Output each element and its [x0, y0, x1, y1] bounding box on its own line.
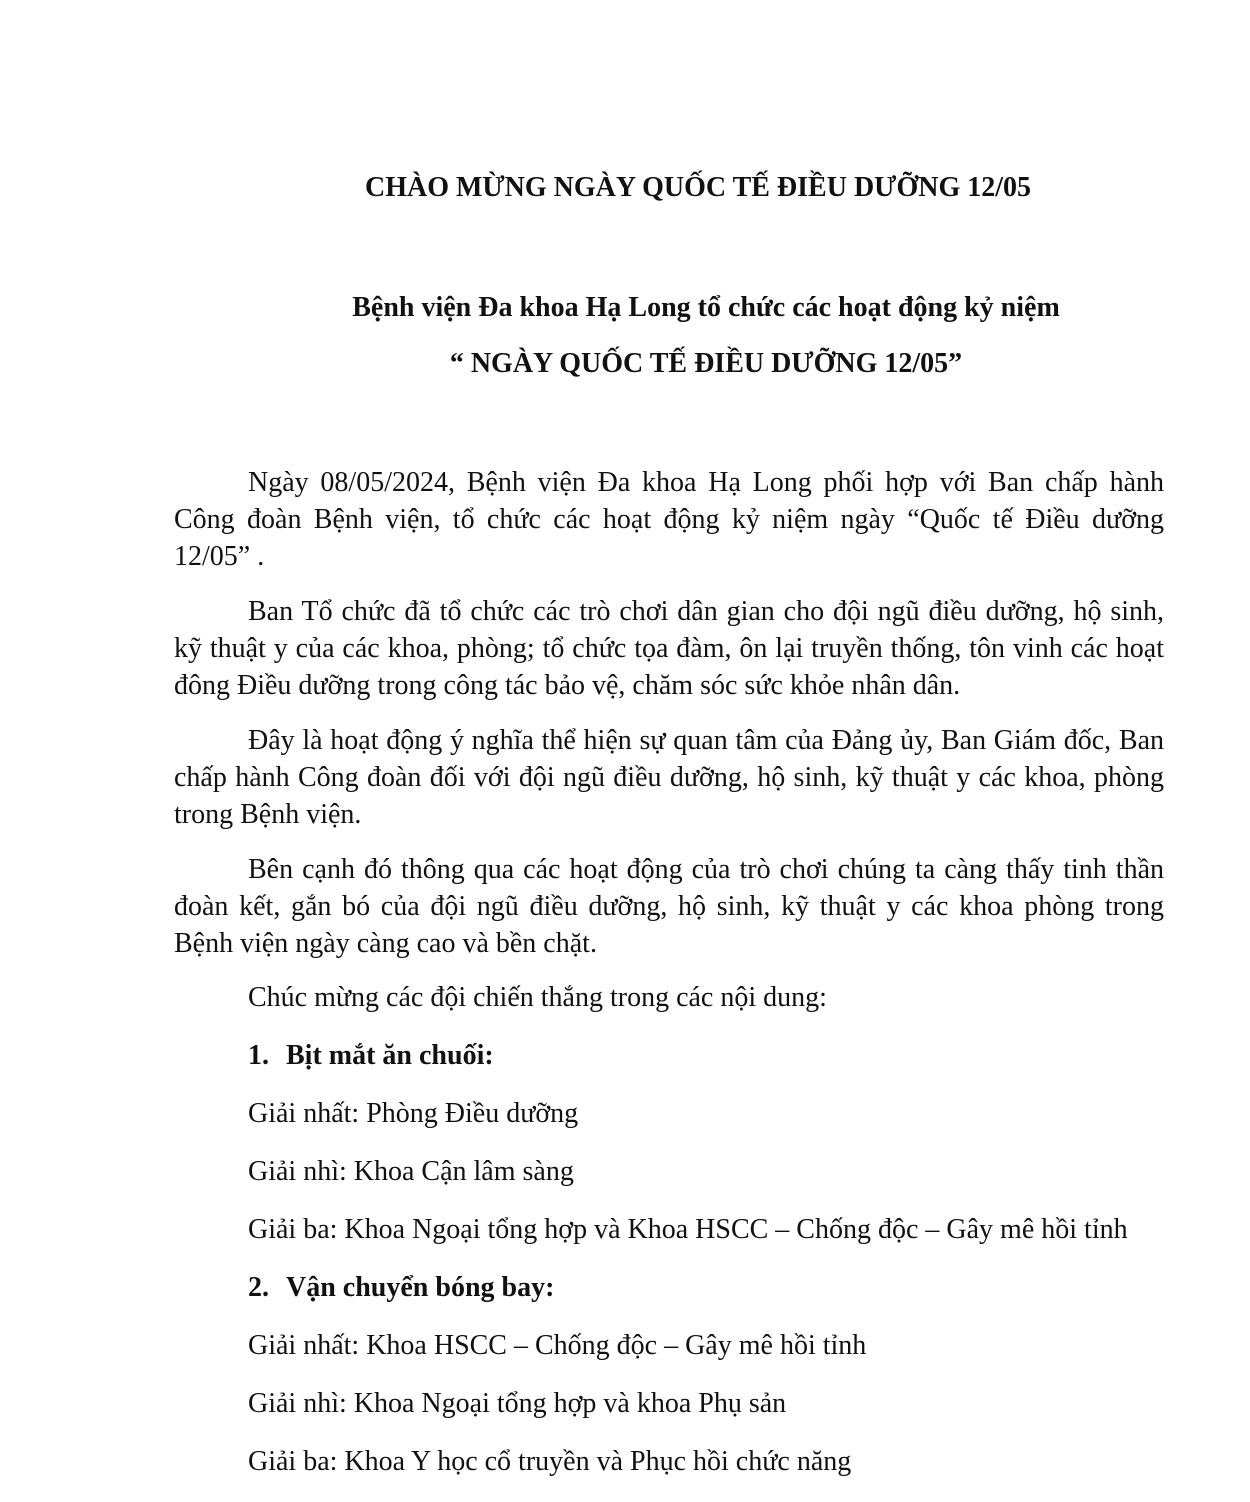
prize-line: Giải nhất: Khoa HSCC – Chống độc – Gây mê hồi tỉnh [248, 1330, 867, 1361]
document-title: CHÀO MỪNG NGÀY QUỐC TẾ ĐIỀU DƯỠNG 12/05 [364, 172, 1032, 203]
congrats-line: Chúc mừng các đội chiến thắng trong các nội dung: [248, 982, 827, 1013]
subtitle-line-2: “ NGÀY QUỐC TẾ ĐIỀU DƯỠNG 12/05” [449, 348, 963, 379]
document-body [174, 464, 1164, 1502]
section-heading [248, 1038, 1164, 1074]
section-number: 1. [248, 1040, 269, 1071]
section-number: 2. [248, 1272, 269, 1303]
prize-line: Giải ba: Khoa Y học cổ truyền và Phục hồi chức năng [248, 1446, 852, 1477]
section-heading-text: Vận chuyển bóng bay: [286, 1272, 555, 1303]
prize-line: Giải ba: Khoa Ngoại tổng hợp và Khoa HSCC – Chống độc – Gây mê hồi tỉnh [248, 1214, 1128, 1245]
paragraph: Ban Tổ chức đã tổ chức các trò chơi dân gian cho đội ngũ điều dưỡng, hộ sinh, kỹ thuật y của các khoa, phòng; tổ chức tọa đàm, ôn lại truyền thống, tôn vinh các hoạt đông Điều dưỡng trong công tác bảo vệ, chăm sóc sức khỏe nhân dân. [174, 596, 1164, 701]
prize-line: Giải nhất: Phòng Điều dưỡng [248, 1098, 579, 1129]
section-1 [174, 1038, 1164, 1248]
section-heading-text: Bịt mắt ăn chuối: [286, 1040, 494, 1071]
prize-line: Giải nhì: Khoa Ngoại tổng hợp và khoa Phụ sản [248, 1388, 787, 1419]
subtitle-line-1: Bệnh viện Đa khoa Hạ Long tổ chức các hoạt động kỷ niệm [352, 292, 1060, 323]
section-heading [248, 1270, 1164, 1306]
paragraph: Bên cạnh đó thông qua các hoạt động của trò chơi chúng ta càng thấy tinh thần đoàn kết, gắn bó của đội ngũ điều dưỡng, hộ sinh, kỹ thuật y các khoa phòng trong Bệnh viện ngày càng cao và bền chặt. [174, 854, 1164, 959]
section-2 [174, 1270, 1164, 1480]
prize-line: Giải nhì: Khoa Cận lâm sàng [248, 1156, 574, 1187]
paragraph: Đây là hoạt động ý nghĩa thể hiện sự quan tâm của Đảng ủy, Ban Giám đốc, Ban chấp hành Công đoàn đối với đội ngũ điều dưỡng, hộ sinh, kỹ thuật y các khoa, phòng trong Bệnh viện. [174, 725, 1164, 830]
paragraph: Ngày 08/05/2024, Bệnh viện Đa khoa Hạ Long phối hợp với Ban chấp hành Công đoàn Bệnh viện, tổ chức các hoạt động kỷ niệm ngày “Quốc tế Điều dưỡng 12/05” . [174, 467, 1164, 572]
